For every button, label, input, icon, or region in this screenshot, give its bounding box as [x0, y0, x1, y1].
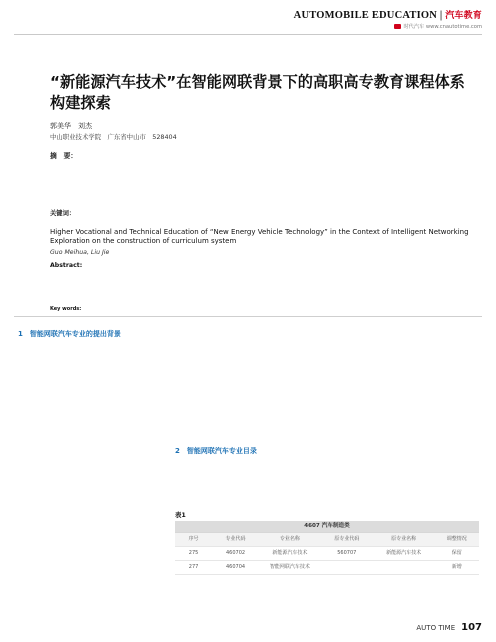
keywords-en-label: Key words:	[50, 306, 82, 312]
table-header-cell: 专业名称	[279, 536, 300, 542]
article-title-en: Higher Vocational and Technical Education of “New Energy Vehicle Technology” in the Context of Intelligent Networking Exploration on the construction of curriculum system	[50, 228, 469, 245]
abstract-en-label: Abstract:	[50, 262, 83, 269]
page-footer	[416, 622, 482, 633]
table-cell: 保留	[451, 550, 462, 556]
table-cell	[373, 561, 435, 574]
table-cell: 460702	[226, 550, 246, 556]
section-2-heading: 2 智能网联汽车专业目录	[175, 447, 257, 455]
logo-icon	[394, 24, 401, 29]
journal-title-cn: 汽车教育	[445, 11, 482, 21]
abstract-en	[50, 262, 470, 269]
table-cell: 460704	[226, 564, 246, 570]
keywords-cn	[50, 208, 470, 217]
body-column-1	[18, 329, 138, 339]
table-row	[175, 547, 479, 561]
journal-title-sep: |	[437, 10, 446, 21]
abstract-divider	[14, 316, 482, 317]
journal-site	[294, 23, 482, 30]
table-cell: 560707	[337, 550, 357, 556]
journal-title-en: AUTOMOBILE EDUCATION	[293, 10, 438, 21]
keywords-cn-label: 关键词：	[50, 210, 76, 217]
abstract-cn-label: 摘 要：	[50, 152, 78, 160]
table-cell	[321, 561, 373, 574]
table-header-cell: 专业代码	[225, 536, 246, 542]
table-title: 4607 汽车制造类	[175, 521, 479, 532]
table-row	[175, 561, 479, 575]
table-header-cell: 原专业名称	[391, 536, 417, 542]
article-affiliation: 中山职业技术学院 广东省中山市 528404	[50, 133, 177, 141]
abstract-cn	[50, 150, 470, 162]
keywords-en	[50, 306, 470, 312]
article-authors-en: Guo Meihua, Liu Jie	[50, 249, 110, 256]
journal-site-text: 时代汽车 www.cnautotime.com	[403, 24, 482, 30]
table-header-cell: 序号	[188, 536, 199, 542]
journal-masthead	[294, 8, 482, 30]
table-header-row	[175, 532, 479, 547]
page-number: 107	[461, 622, 482, 633]
table-label: 表1	[175, 511, 186, 519]
table-cell: 新能源汽车技术	[386, 550, 422, 556]
journal-title	[294, 8, 482, 21]
footer-label: AUTO TIME	[416, 624, 456, 632]
table-cell: 新能源汽车技术	[272, 550, 308, 556]
table-cell: 智能网联汽车技术	[269, 564, 310, 570]
major-catalog-table	[175, 521, 479, 575]
article-title: “新能源汽车技术”在智能网联背景下的高职高专教育课程体系构建探索	[50, 73, 465, 112]
table-cell: 277	[188, 564, 199, 570]
article-authors: 郭美华 刘杰	[50, 122, 92, 130]
table-cell: 新增	[451, 564, 462, 570]
table-cell: 275	[188, 550, 199, 556]
table-header-cell: 调整情况	[446, 536, 467, 542]
header-divider	[14, 34, 482, 35]
table-header-cell: 原专业代码	[334, 536, 360, 542]
section-1-heading: 1 智能网联汽车专业的提出背景	[18, 330, 121, 338]
